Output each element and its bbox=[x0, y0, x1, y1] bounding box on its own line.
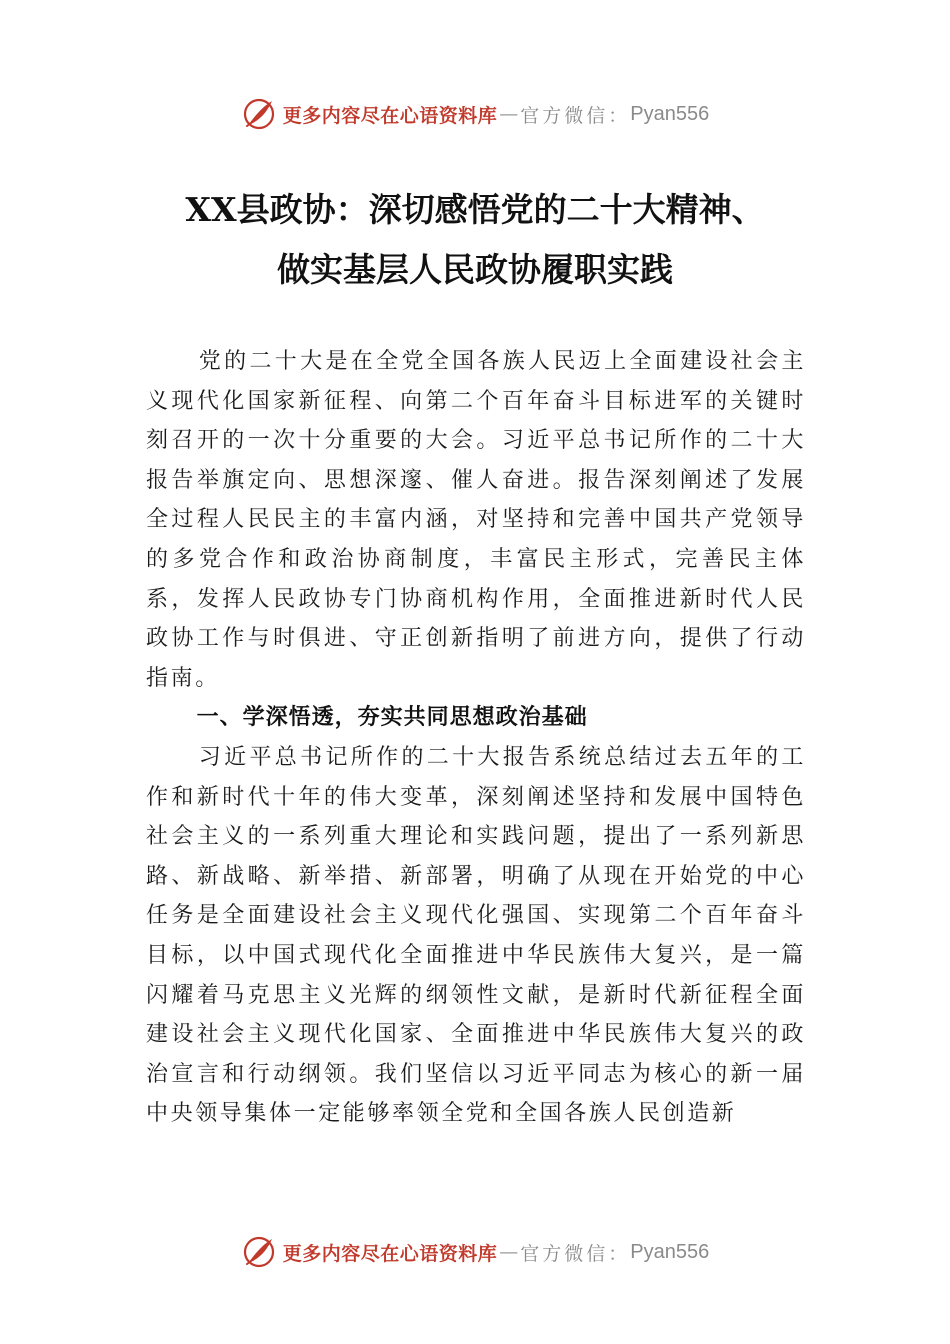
watermark-wechat-label: 官方微信： bbox=[520, 104, 631, 127]
quill-logo-icon bbox=[241, 1234, 277, 1270]
watermark-brand: 更多内容尽在心语资料库 bbox=[282, 104, 498, 127]
header-watermark bbox=[0, 94, 950, 134]
paragraph-section1: 习近平总书记所作的二十大报告系统总结过去五年的工作和新时代十年的伟大变革，深刻阐述坚持和发展中国特色社会主义的一系列重大理论和实践问题，提出了一系列新思路、新战略、新举措、新部署，明确了从现在开始党的中心任务是全面建设社会主义现代化强国、实现第二个百年奋斗目标，以中国式现代化全面推进中华民族伟大复兴，是一篇闪耀着马克思主义光辉的纲领性文献，是新时代新征程全面建设社会主义现代化国家、全面推进中华民族伟大复兴的政治宣言和行动纲领。我们坚信以习近平同志为核心的新一届中央领导集体一定能够率领全党和全国各族人民创造新 bbox=[146, 744, 806, 1127]
section-heading-1: 一、学深悟透，夯实共同思想政治基础 bbox=[196, 705, 588, 731]
footer-watermark bbox=[0, 1232, 950, 1272]
watermark-wechat-id: Pyan556 bbox=[630, 1240, 710, 1263]
document-title-line2: 做实基层人民政协履职实践 bbox=[277, 250, 673, 289]
document-body bbox=[146, 342, 806, 1134]
watermark-dash: — bbox=[499, 1241, 519, 1263]
paragraph-intro: 党的二十大是在全党全国各族人民迈上全面建设社会主义现代化国家新征程、向第二个百年奋斗目标进军的关键时刻召开的一次十分重要的大会。习近平总书记所作的二十大报告举旗定向、思想深邃、催人奋进。报告深刻阐述了发展全过程人民民主的丰富内涵，对坚持和完善中国共产党领导的多党合作和政治协商制度，丰富民主形式，完善民主体系，发挥人民政协专门协商机构作用，全面推进新时代人民政协工作与时俱进、守正创新指明了前进方向，提供了行动指南。 bbox=[146, 349, 806, 691]
watermark-wechat-id: Pyan556 bbox=[630, 102, 710, 125]
watermark-dash: — bbox=[499, 103, 519, 125]
quill-logo-icon bbox=[241, 96, 277, 132]
watermark-brand: 更多内容尽在心语资料库 bbox=[282, 1242, 498, 1265]
document-title-line1: XX县政协：深切感悟党的二十大精神、 bbox=[185, 190, 765, 229]
watermark-wechat-label: 官方微信： bbox=[520, 1242, 631, 1265]
